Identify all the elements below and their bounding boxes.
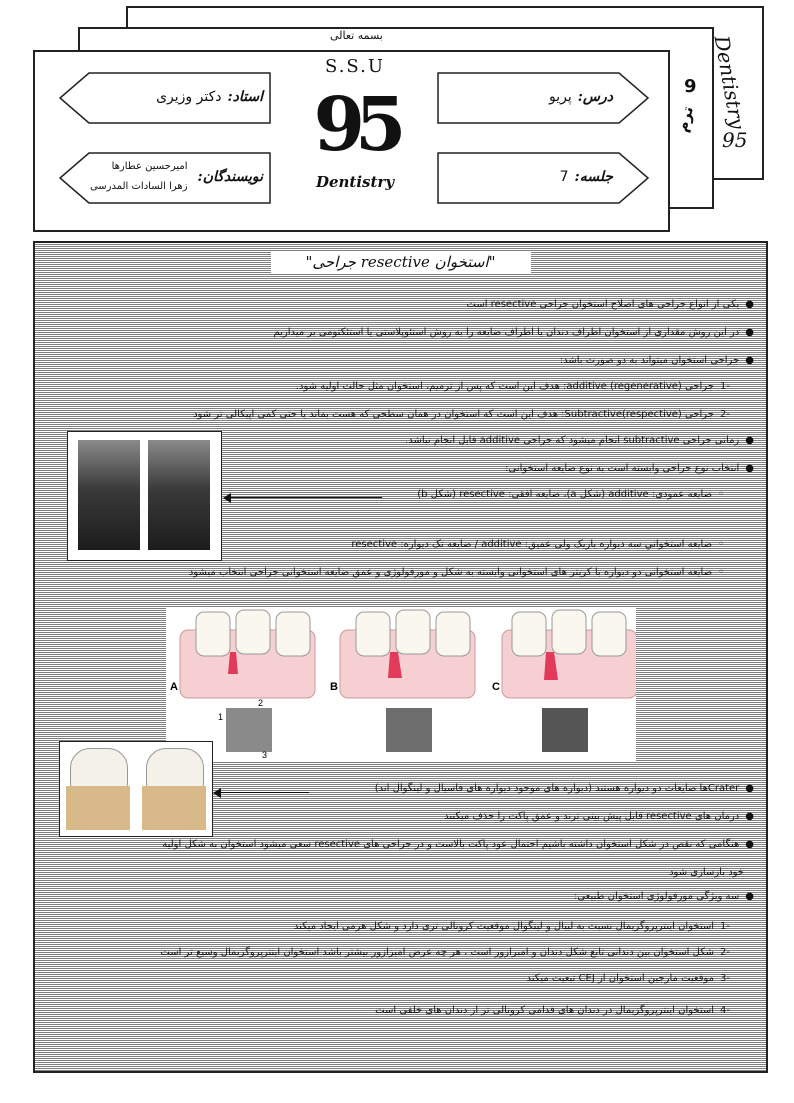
writer-name: امیرحسین عطارها (111, 161, 188, 172)
course-box-shape (437, 72, 649, 124)
side-year: 95 (722, 128, 748, 152)
bone-defect-diagram (166, 608, 636, 761)
crater-tooth-left (70, 748, 128, 790)
line-text: Craterها ضایعات دو دیواره هستند (دیواره های موجود دیواره های فاسیال و لینگوال اند) (374, 783, 740, 794)
list-marker: ● (745, 891, 754, 902)
line-text: یکی از انواع جراحی های اصلاح استخوان جراحی resective است (466, 299, 740, 310)
writer-name: زهرا السادات المدرسی (89, 181, 188, 192)
figure-label-a: A (170, 681, 178, 693)
text-line (158, 947, 732, 958)
list-marker: ◦ (718, 567, 724, 578)
crater-arrow (219, 792, 309, 793)
teacher-label: استاد: (227, 89, 263, 105)
list-marker: ● (745, 355, 754, 366)
writers-label: نویسندگان: (197, 169, 263, 185)
text-line (373, 1005, 732, 1016)
list-marker: ◦ (718, 489, 724, 500)
line-text: انتخاب نوع جراحی وابسته است به نوع ضایعه استخوانی: (505, 463, 740, 474)
session-label: جلسه: (574, 169, 613, 185)
course-label: درس: (577, 89, 613, 105)
line-text: ضایعه عمودی: additive (شکل a)، ضایعه افقی: resective (شکل b) (417, 489, 713, 500)
list-marker: -2 (720, 409, 730, 420)
xray-right (148, 440, 210, 550)
text-line (558, 355, 756, 366)
term-marker (672, 72, 708, 152)
logo (305, 56, 405, 226)
crater-bone-right (142, 786, 206, 830)
line-text: جراحی استخوان میتواند به دو صورت باشد: (559, 355, 740, 366)
term-value: 9 (684, 76, 697, 97)
list-marker: -1 (720, 921, 730, 932)
bone-defect-figure (166, 608, 636, 761)
text-line (442, 811, 756, 822)
figure-num-2: 2 (258, 698, 264, 708)
session-box-shape (437, 152, 649, 204)
page-title: "جراحی resective استخوان" (271, 251, 531, 273)
line-text: شکل استخوان بین دندانی تابع شکل دندان و امبرازور است ، هر چه عرض امبرازور بیشتر باشد استخوان اینترپروگزیمال وسیع تر است (160, 947, 715, 958)
xray-arrow-head-icon (223, 493, 231, 503)
line-text: درمان های resective قابل پیش بینی ترند و عمق پاکت را حذف میکنند (444, 811, 740, 822)
list-marker: -2 (720, 947, 730, 958)
xray-left (78, 440, 140, 550)
course-value: پریو (548, 89, 572, 105)
text-line (272, 327, 757, 338)
line-text: خود بازسازی شود (669, 867, 744, 878)
line-text: جراحی additive (regenerative): هدف این است که پس از ترمیم، استخوان مثل حالت اولیه شود. (295, 381, 715, 392)
text-line (465, 299, 756, 310)
list-marker: -1 (720, 381, 730, 392)
tooth-logo-icon: 95 (313, 82, 397, 168)
figure-num-3: 3 (262, 750, 268, 760)
figure-label-b: B (330, 681, 338, 693)
line-text: در این روش مقداری از استخوان اطراف دندان یا اطراف ضایعه را به روش استئوپلاستی یا استئکتومی بر میداریم (273, 327, 740, 338)
side-title (706, 30, 760, 170)
figure-label-c: C (492, 681, 500, 693)
side-title-text: Dentistry (709, 33, 750, 131)
line-text: ضایعه استخوانیِ سه دیواره باریک ولی عمیق: additive / ضایعه تک دیواره: resective (351, 539, 713, 550)
crater-arrow-head-icon (213, 788, 221, 798)
logo-bottom-text: Dentistry (315, 173, 395, 191)
teacher-box (59, 72, 271, 122)
line-text: ضایعه استخوانی دو دیواره با کریتر های استخوانی وابسته به شکل و مورفولوژی و عمق ضایعه استخوانی جراحی انتخاب میشود (188, 567, 713, 578)
text-line (160, 839, 756, 850)
list-marker: ● (745, 783, 754, 794)
text-line (503, 463, 756, 474)
text-line (191, 409, 732, 420)
xray-arrow (227, 497, 382, 498)
text-line (373, 783, 756, 794)
writers-list (90, 157, 188, 197)
text-line (525, 973, 732, 984)
list-marker: ● (745, 811, 754, 822)
term-label: ترم (672, 104, 698, 134)
text-line (667, 867, 752, 878)
text-line (415, 489, 726, 500)
text-line (403, 435, 756, 446)
list-marker: -3 (720, 973, 730, 984)
course-box (437, 72, 649, 122)
writers-box (59, 152, 271, 202)
list-marker: -4 (720, 1005, 730, 1016)
crater-tooth-right (146, 748, 204, 790)
text-line (349, 539, 726, 550)
text-line (292, 921, 732, 932)
line-text: زمانی جراحی subtractive انجام میشود که جراحی additive قابل انجام نباشد. (405, 435, 740, 446)
line-text: سه ویژگی مورفولوژی استخوان طبیعی: (573, 891, 740, 902)
crater-bone-left (66, 786, 130, 830)
line-text: هنگامی که نقص در شکل استخوان داشته باشیم احتمال عود پاکت بالاست و در جراحی های resective سعی میشود استخوان به شکل اولیه (162, 839, 740, 850)
text-line (294, 381, 732, 392)
crater-image (59, 741, 213, 837)
line-text: موقعیت مارجین استخوان از CEJ تبعیت میکند (526, 973, 715, 984)
xray-image (67, 431, 222, 561)
list-marker: ● (745, 299, 754, 310)
header-main-card (33, 50, 670, 232)
list-marker: ● (745, 463, 754, 474)
session-value: 7 (559, 169, 569, 185)
list-marker: ● (745, 435, 754, 446)
content-panel (33, 241, 768, 1073)
logo-top-text: S.S.U (325, 56, 385, 77)
line-text: استخوان اینترپروگزیمال در دندان های قدامی کرونالی تر از دندان های خلفی است (375, 1005, 715, 1016)
figure-num-1: 1 (218, 712, 224, 722)
line-text: استخوان اینترپروگزیمال نسبت به لبیال و لینگوال موقعیت کرونالی تری دارد و شکل هرمی ایجاد میکند (293, 921, 715, 932)
text-line (187, 567, 726, 578)
list-marker: ◦ (718, 539, 724, 550)
line-text: جراحی Subtractive(respective): هدف این است که استخوان در همان سطحی که هست بماند یا حتی کمی اپیکالی تر شود (193, 409, 715, 420)
text-line (572, 891, 756, 902)
session-box (437, 152, 649, 202)
list-marker: ● (745, 839, 754, 850)
top-banner: بسمه تعالی (330, 29, 383, 42)
list-marker: ● (745, 327, 754, 338)
teacher-value: دکتر وزیری (156, 89, 222, 105)
